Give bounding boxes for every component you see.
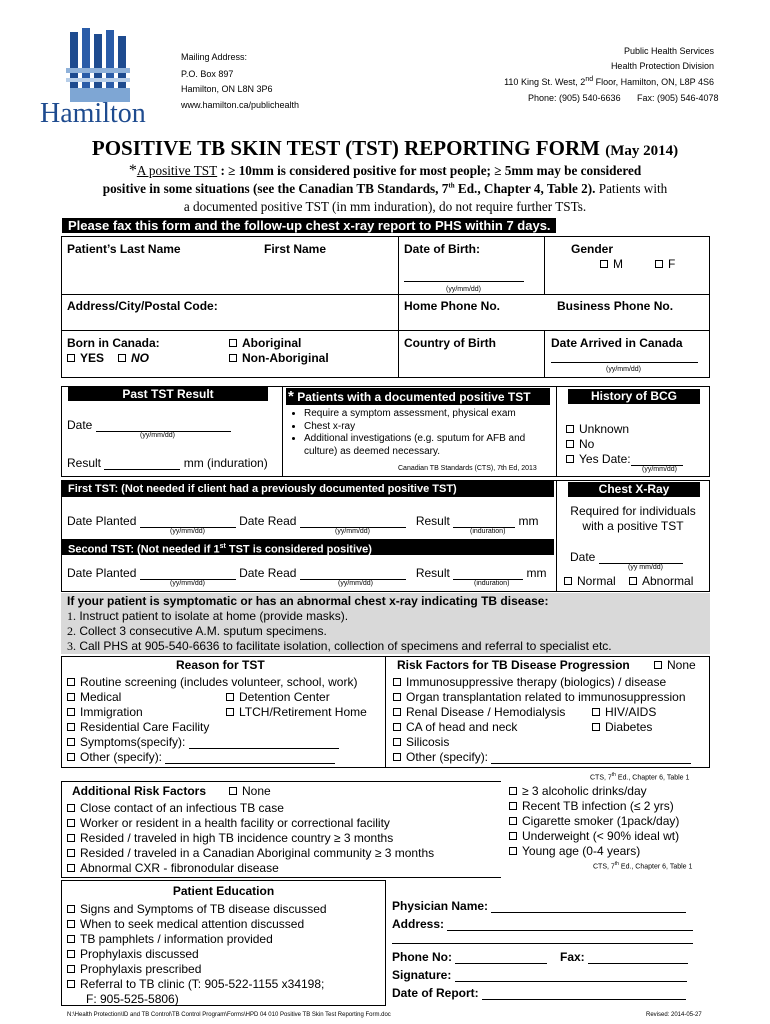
reason-immigration-checkbox[interactable]: Immigration [67, 705, 143, 719]
bcg-unknown-checkbox[interactable]: Unknown [566, 422, 629, 436]
physician-address-field[interactable]: Address: [392, 917, 693, 931]
checkbox-icon [67, 920, 75, 928]
last-name-label: Patient’s Last Name [67, 242, 181, 256]
gender-label: Gender [571, 242, 614, 256]
first-read-format: (yy/mm/dd) [335, 528, 370, 535]
date-arrived-field[interactable] [551, 352, 698, 363]
risk-cts-source: CTS, 7th Ed., Chapter 6, Table 1 [590, 772, 690, 782]
business-phone-label: Business Phone No. [557, 299, 674, 313]
second-tst-fields[interactable]: Date Planted Date Read Result mm [67, 566, 547, 580]
checkbox-icon [229, 354, 237, 362]
additional-left-item[interactable]: Abnormal CXR - fibronodular disease [67, 861, 279, 875]
checkbox-icon [509, 847, 517, 855]
checkbox-icon [226, 708, 234, 716]
second-tst-header: Second TST: (Not needed if 1st TST is considered positive) [62, 539, 554, 555]
checkbox-icon [67, 738, 75, 746]
documented-tst-list [290, 408, 552, 458]
symptomatic-step: 1. Instruct patient to isolate at home (provide masks). [67, 609, 349, 623]
past-tst-date[interactable]: Date [67, 418, 231, 432]
chest-xray-date[interactable]: Date [570, 550, 683, 564]
checkbox-icon [393, 753, 401, 761]
checkbox-icon [67, 950, 75, 958]
cts-source: Canadian TB Standards (CTS), 7th Ed, 2013 [398, 465, 537, 472]
checkbox-icon [509, 832, 517, 840]
symptomatic-header: If your patient is symptomatic or has an abnormal chest x-ray indicating TB disease: [67, 594, 549, 608]
documented-tst-header: * Patients with a documented positive TST [286, 388, 550, 405]
physician-fax-field[interactable]: Fax: [560, 950, 688, 964]
checkbox-icon [509, 802, 517, 810]
phone-number: Phone: (905) 540-6636 [528, 93, 621, 103]
additional-left-item[interactable]: Resided / traveled in a Canadian Aboriginal community ≥ 3 months [67, 846, 434, 860]
education-referral-fax: F: 905-525-5806) [86, 992, 179, 1006]
checkbox-icon [67, 864, 75, 872]
reason-header: Reason for TST [176, 658, 265, 672]
first-tst-fields[interactable]: Date Planted Date Read Result mm [67, 514, 539, 528]
dob-format: (yy/mm/dd) [446, 286, 481, 293]
education-item[interactable]: Signs and Symptoms of TB disease discussed [67, 902, 327, 916]
reason-routine-checkbox[interactable]: Routine screening (includes volunteer, school, work) [67, 675, 357, 689]
checkbox-icon [229, 339, 237, 347]
checkbox-icon [393, 738, 401, 746]
checkbox-icon [393, 678, 401, 686]
bcg-header: History of BCG [568, 389, 700, 404]
additional-left-item[interactable]: Resided / traveled in high TB incidence country ≥ 3 months [67, 831, 393, 845]
checkbox-icon [67, 708, 75, 716]
gender-m-checkbox[interactable]: M [600, 257, 623, 271]
checkbox-icon [600, 260, 608, 268]
address-label: Address/City/Postal Code: [67, 299, 218, 313]
bcg-date-format: (yy/mm/dd) [642, 466, 677, 473]
additional-none-checkbox[interactable]: None [229, 784, 271, 798]
po-box: P.O. Box 897 [181, 69, 234, 79]
bcg-yes-checkbox[interactable]: Yes Date: [566, 452, 683, 466]
logo-wordmark: Hamilton [40, 98, 146, 129]
checkbox-icon [67, 965, 75, 973]
checkbox-icon [67, 935, 75, 943]
checkbox-icon [629, 577, 637, 585]
additional-right-item[interactable]: ≥ 3 alcoholic drinks/day [509, 784, 647, 798]
checkbox-icon [564, 577, 572, 585]
chest-xray-date-format: (yy mm/dd) [628, 564, 663, 571]
risk-renal-checkbox[interactable]: Renal Disease / Hemodialysis [393, 705, 565, 719]
additional-left-item[interactable]: Worker or resident in a health facility or correctional facility [67, 816, 390, 830]
physician-signature-field[interactable]: Signature: [392, 968, 687, 982]
mailing-label: Mailing Address: [181, 52, 248, 62]
website-link[interactable]: www.hamilton.ca/publichealth [181, 100, 300, 110]
checkbox-icon [67, 678, 75, 686]
xray-abnormal-checkbox[interactable]: Abnormal [629, 574, 693, 588]
fax-banner: Please fax this form and the follow-up chest x-ray report to PHS within 7 days. [62, 218, 556, 233]
xray-normal-checkbox[interactable]: Normal [564, 574, 616, 588]
checkbox-icon [67, 905, 75, 913]
dob-field[interactable] [404, 271, 524, 282]
physician-address-line-2[interactable] [392, 933, 693, 944]
dob-label: Date of Birth: [404, 242, 480, 256]
education-item[interactable]: Prophylaxis discussed [67, 947, 199, 961]
page-title: POSITIVE TB SKIN TEST (TST) REPORTING FORM (May 2014) [91, 136, 679, 160]
documented-item: • Additional investigations (e.g. sputum for AFB and culture) as deemed necessary. [304, 433, 552, 458]
past-tst-header: Past TST Result [68, 387, 268, 401]
born-yes-checkbox[interactable]: YES [67, 351, 104, 365]
first-planted-format: (yy/mm/dd) [170, 528, 205, 535]
education-item[interactable]: Referral to TB clinic (T: 905-522-1155 x34198; [67, 977, 324, 991]
additional-right-item[interactable]: Underweight (< 90% ideal wt) [509, 829, 679, 843]
division-name: Health Protection Division [610, 61, 714, 71]
mailing-city: Hamilton, ON L8N 3P6 [181, 84, 273, 94]
checkbox-icon [393, 723, 401, 731]
additional-right-item[interactable]: Recent TB infection (≤ 2 yrs) [509, 799, 674, 813]
education-item[interactable]: TB pamphlets / information provided [67, 932, 273, 946]
footer-revised: Revised: 2014-05-27 [646, 1012, 702, 1018]
date-arrived-format: (yy/mm/dd) [606, 366, 641, 373]
report-date-field[interactable]: Date of Report: [392, 986, 686, 1000]
born-canada-label: Born in Canada: [67, 336, 160, 350]
second-read-format: (yy/mm/dd) [338, 580, 373, 587]
checkbox-icon [67, 980, 75, 988]
first-name-label: First Name [264, 242, 327, 256]
checkbox-icon [67, 819, 75, 827]
checkbox-icon [592, 723, 600, 731]
intro-line-3: a documented positive TST (in mm induration), do not require further TSTs. [183, 199, 587, 214]
reason-detention-checkbox[interactable]: Detention Center [226, 690, 330, 704]
education-item[interactable]: When to seek medical attention discussed [67, 917, 304, 931]
risk-ca-checkbox[interactable]: CA of head and neck [393, 720, 517, 734]
checkbox-icon [118, 354, 126, 362]
street-address: 110 King St. West, 2nd Floor, Hamilton, ON, L8P 4S6 [504, 76, 714, 87]
checkbox-icon [654, 661, 662, 669]
checkbox-icon [67, 753, 75, 761]
physician-phone-field[interactable]: Phone No: [392, 950, 547, 964]
additional-right-item[interactable]: Young age (0-4 years) [509, 844, 640, 858]
second-induration-label: (induration) [474, 580, 510, 587]
symptomatic-step: 2. Collect 3 consecutive A.M. sputum specimens. [67, 624, 327, 638]
risk-organ-checkbox[interactable]: Organ transplantation related to immunosuppression [393, 690, 686, 704]
checkbox-icon [592, 708, 600, 716]
documented-item: • Chest x-ray [304, 421, 552, 434]
reason-residential-checkbox[interactable]: Residential Care Facility [67, 720, 209, 734]
checkbox-icon [67, 354, 75, 362]
dept-name: Public Health Services [623, 46, 714, 56]
risk-header: Risk Factors for TB Disease Progression [397, 658, 630, 672]
risk-immuno-checkbox[interactable]: Immunosuppressive therapy (biologics) / disease [393, 675, 666, 689]
bcg-no-checkbox[interactable]: No [566, 437, 594, 451]
risk-hiv-checkbox[interactable]: HIV/AIDS [592, 705, 656, 719]
additional-cts-source: CTS, 7th Ed., Chapter 6, Table 1 [593, 861, 693, 871]
first-tst-header: First TST: (Not needed if client had a previously documented positive TST) [62, 481, 554, 497]
checkbox-icon [226, 693, 234, 701]
checkbox-icon [566, 425, 574, 433]
risk-none-checkbox[interactable]: None [654, 658, 696, 672]
risk-diabetes-checkbox[interactable]: Diabetes [592, 720, 652, 734]
intro-line-1: *A positive TST : ≥ 10mm is considered positive for most people; ≥ 5mm may be considered [128, 162, 642, 179]
past-tst-result[interactable]: Result mm (induration) [67, 456, 268, 470]
intro-line-2: positive in some situations (see the Canadian TB Standards, 7th Ed., Chapter 4, Table 2). Patients with [102, 181, 668, 196]
risk-silicosis-checkbox[interactable]: Silicosis [393, 735, 449, 749]
additional-risk-header: Additional Risk Factors [72, 784, 207, 798]
reason-medical-checkbox[interactable]: Medical [67, 690, 121, 704]
additional-right-item[interactable]: Cigarette smoker (1pack/day) [509, 814, 679, 828]
city-logo [40, 28, 165, 133]
footer-file-path: N:\Health Protection\ID and TB Control\TB Control Program\Forms\HPD 04 010 Positive TB Skin Test Reporting Form.doc [67, 1012, 391, 1018]
checkbox-icon [67, 693, 75, 701]
additional-left-item[interactable]: Close contact of an infectious TB case [67, 801, 284, 815]
first-induration-label: (induration) [470, 528, 506, 535]
fax-number: Fax: (905) 546-4078 [637, 93, 719, 103]
home-phone-label: Home Phone No. [404, 299, 501, 313]
born-no-checkbox[interactable]: NO [118, 351, 149, 365]
checkbox-icon [509, 817, 517, 825]
checkbox-icon [655, 260, 663, 268]
checkbox-icon [509, 787, 517, 795]
chest-xray-header: Chest X-Ray [568, 482, 700, 497]
second-planted-format: (yy/mm/dd) [170, 580, 205, 587]
date-arrived-label: Date Arrived in Canada [551, 336, 683, 350]
reason-other-checkbox[interactable]: Other (specify): [67, 750, 335, 764]
symptomatic-step: 3. Call PHS at 905-540-6636 to facilitate isolation, collection of specimens and referral to specialist etc. [67, 639, 612, 653]
reason-ltch-checkbox[interactable]: LTCH/Retirement Home [226, 705, 367, 719]
checkbox-icon [67, 834, 75, 842]
checkbox-icon [393, 708, 401, 716]
non-aboriginal-checkbox[interactable]: Non-Aboriginal [229, 351, 329, 365]
checkbox-icon [67, 723, 75, 731]
education-header: Patient Education [172, 884, 275, 898]
education-item[interactable]: Prophylaxis prescribed [67, 962, 201, 976]
checkbox-icon [67, 804, 75, 812]
chest-xray-required: Required for individuals with a positive TST [570, 504, 696, 533]
hamilton-crest-icon [40, 28, 165, 106]
checkbox-icon [393, 693, 401, 701]
checkbox-icon [566, 440, 574, 448]
checkbox-icon [229, 787, 237, 795]
risk-other-checkbox[interactable]: Other (specify): [393, 750, 691, 764]
documented-item: • Require a symptom assessment, physical exam [304, 408, 552, 421]
gender-f-checkbox[interactable]: F [655, 257, 675, 271]
checkbox-icon [67, 849, 75, 857]
reason-symptoms-checkbox[interactable]: Symptoms(specify): [67, 735, 339, 749]
aboriginal-checkbox[interactable]: Aboriginal [229, 336, 301, 350]
country-birth-label: Country of Birth [404, 336, 496, 350]
past-tst-date-format: (yy/mm/dd) [140, 432, 175, 439]
physician-name-field[interactable]: Physician Name: [392, 899, 686, 913]
checkbox-icon [566, 455, 574, 463]
